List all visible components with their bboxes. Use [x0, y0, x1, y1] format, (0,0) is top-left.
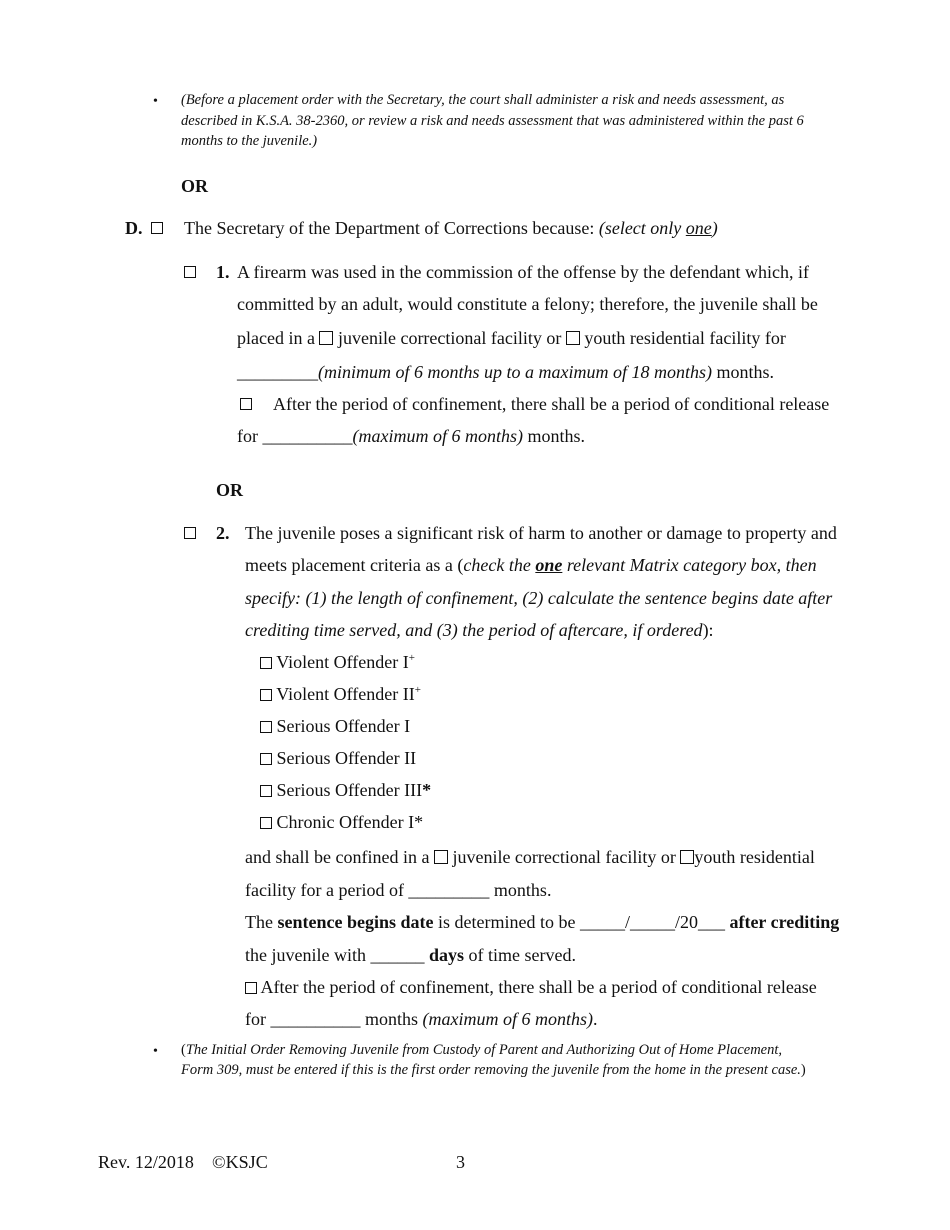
text-fragment: .	[592, 1009, 598, 1029]
or-label: OR	[216, 480, 243, 500]
confinement-text	[245, 847, 815, 868]
days-blank[interactable]: the juvenile with ______	[245, 945, 429, 965]
release-text: After the period of confinement, there shall be a period of conditional release	[273, 394, 830, 414]
section-d-checkbox[interactable]	[151, 222, 163, 234]
text-fragment: of time served.	[464, 945, 576, 965]
category-label: Chronic Offender I*	[276, 812, 424, 832]
text-fragment: Form 309, must be entered if this is the first order removing the juvenile from the home in the present case.	[181, 1062, 801, 1078]
page-number: 3	[456, 1152, 465, 1172]
text-fragment: youth residential	[694, 847, 815, 867]
time-served[interactable]	[245, 945, 576, 966]
text-fragment: The	[245, 912, 278, 932]
youth-facility-checkbox[interactable]	[680, 850, 694, 864]
months-hint: (minimum of 6 months up to a maximum of 18 months)	[318, 362, 712, 382]
bullet-marker: •	[153, 94, 158, 109]
release-text	[245, 977, 817, 998]
text-fragment: months.	[712, 362, 775, 382]
text-fragment: (	[181, 1042, 186, 1058]
option-2-checkbox[interactable]	[184, 527, 196, 539]
juvenile-facility-checkbox[interactable]	[319, 331, 333, 345]
release-text	[245, 1009, 597, 1030]
matrix-category[interactable]	[260, 780, 431, 801]
category-label: Violent Offender I	[276, 652, 409, 672]
text-fragment: ):	[702, 620, 714, 640]
confinement-period[interactable]: facility for a period of _________ months.	[245, 880, 552, 900]
category-sup: +	[408, 652, 415, 664]
select-one: one	[685, 218, 712, 238]
months-blank[interactable]: _________	[237, 362, 318, 382]
option-number: 1.	[216, 262, 230, 282]
release-text	[237, 426, 585, 447]
category-checkbox[interactable]	[260, 785, 272, 797]
text-fragment: after crediting	[729, 912, 840, 932]
text-fragment: placed in a	[237, 328, 320, 348]
footer-copyright: ©KSJC	[212, 1152, 268, 1172]
category-checkbox[interactable]	[260, 657, 272, 669]
matrix-category[interactable]	[260, 748, 416, 769]
text-fragment: juvenile correctional facility or	[447, 847, 681, 867]
youth-facility-checkbox[interactable]	[566, 331, 580, 345]
option-2-text: specify: (1) the length of confinement, (2) calculate the sentence begins date after	[245, 588, 833, 608]
note-line	[181, 1062, 806, 1079]
category-label: Serious Offender III	[276, 780, 423, 800]
release-checkbox[interactable]	[240, 398, 252, 410]
category-label: Serious Offender I	[276, 716, 411, 736]
text-fragment: meets placement criteria as a (	[245, 555, 464, 575]
category-label: Serious Offender II	[276, 748, 417, 768]
matrix-category[interactable]	[260, 652, 415, 673]
category-checkbox[interactable]	[260, 721, 272, 733]
footer-revision: Rev. 12/2018	[98, 1152, 194, 1172]
emphasis-one: one	[535, 555, 563, 575]
matrix-category[interactable]	[260, 812, 423, 833]
text-fragment: juvenile correctional facility or	[333, 328, 566, 348]
matrix-category[interactable]	[260, 716, 410, 737]
text-fragment: days	[428, 945, 464, 965]
text-fragment: The Initial Order Removing Juvenile from Custody of Parent and Authorizing Out of Home Placement,	[185, 1042, 783, 1058]
category-asterisk: *	[422, 780, 432, 800]
release-blank[interactable]: for __________ months	[245, 1009, 423, 1029]
text-fragment: After the period of confinement, there shall be a period of conditional release	[260, 977, 817, 997]
option-1-text: A firearm was used in the commission of the offense by the defendant which, if	[237, 262, 810, 282]
text-fragment: youth residential facility for	[579, 328, 786, 348]
category-checkbox[interactable]	[260, 689, 272, 701]
text-fragment: crediting time served, and (3) the period of aftercare, if ordered	[245, 620, 703, 640]
release-hint: (maximum of 6 months)	[422, 1009, 593, 1029]
release-blank[interactable]: for __________	[237, 426, 353, 446]
bullet-marker: •	[153, 1044, 158, 1059]
option-2-text	[245, 555, 817, 576]
note-line	[181, 1042, 782, 1059]
or-label: OR	[181, 176, 208, 196]
option-2-text: The juvenile poses a significant risk of harm to another or damage to property and	[245, 523, 837, 543]
section-d-label: The Secretary of the Department of Corrections because:	[184, 218, 599, 238]
sentence-begins-date[interactable]	[245, 912, 839, 933]
date-blank[interactable]: is determined to be _____/_____/20___	[433, 912, 730, 932]
category-sup: +	[414, 684, 421, 696]
section-d-text	[184, 218, 718, 239]
note-line: described in K.S.A. 38-2360, or review a risk and needs assessment that was administered within the past 6	[181, 113, 804, 129]
option-1-text: committed by an adult, would constitute a felony; therefore, the juvenile shall be	[237, 294, 818, 314]
note-line: (Before a placement order with the Secretary, the court shall administer a risk and needs assessment, as	[181, 92, 785, 108]
category-checkbox[interactable]	[260, 753, 272, 765]
option-1-months	[237, 362, 774, 383]
text-fragment: sentence begins date	[277, 912, 434, 932]
category-label: Violent Offender II	[276, 684, 415, 704]
text-fragment: and shall be confined in a	[245, 847, 434, 867]
matrix-category[interactable]	[260, 684, 421, 705]
juvenile-facility-checkbox[interactable]	[434, 850, 448, 864]
section-letter: D.	[125, 218, 143, 238]
option-number: 2.	[216, 523, 230, 543]
text-fragment: )	[800, 1062, 806, 1078]
release-checkbox[interactable]	[245, 982, 257, 994]
text-fragment: check the	[463, 555, 536, 575]
option-1-text	[237, 328, 786, 349]
text-fragment: months.	[522, 426, 585, 446]
select-hint: (select only	[598, 218, 686, 238]
option-1-checkbox[interactable]	[184, 266, 196, 278]
text-fragment: relevant Matrix category box, then	[562, 555, 817, 575]
category-checkbox[interactable]	[260, 817, 272, 829]
note-line: months to the juvenile.)	[181, 133, 318, 149]
select-hint-end: )	[711, 218, 718, 238]
option-2-text	[245, 620, 714, 641]
release-hint: (maximum of 6 months)	[352, 426, 523, 446]
